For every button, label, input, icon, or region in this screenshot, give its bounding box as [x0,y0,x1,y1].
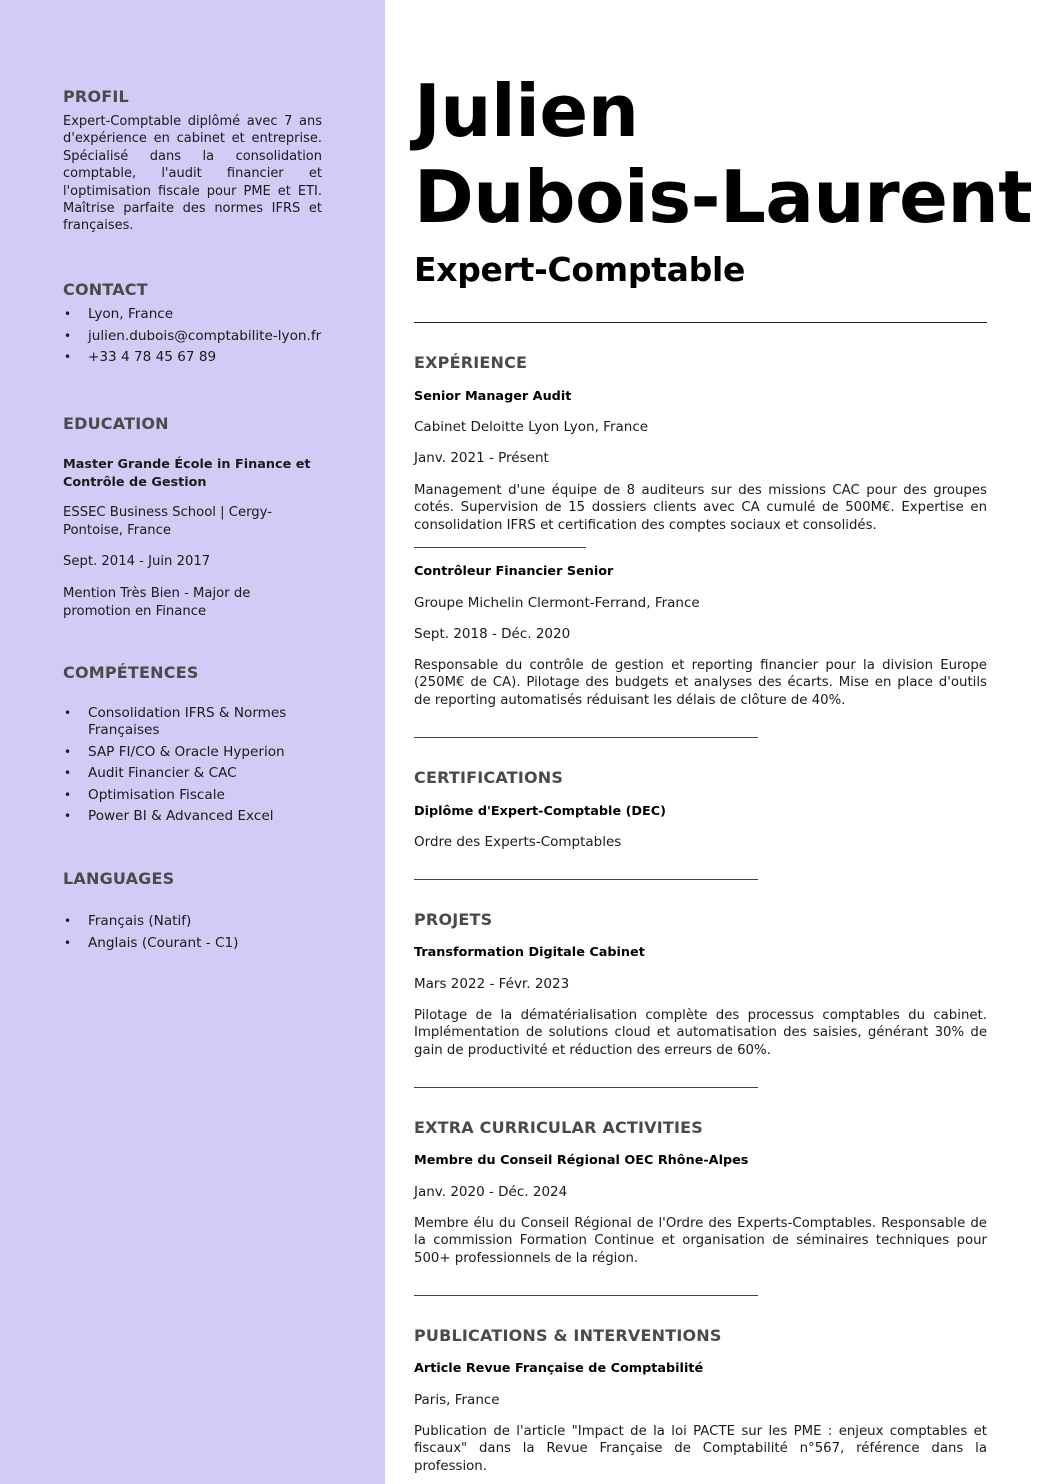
experience-1-title: Senior Manager Audit [414,389,572,404]
experience-1-description: Management d'une équipe de 8 auditeurs sur des missions CAC pour des groupes cotés. Supervision de 15 dossiers clients avec CA cumulé de 500M€. Expertise en consolidation IFRS et certification des comptes sociaux et consolidés. [414,483,987,533]
education-school: ESSEC Business School | Cergy-Pontoise, France [63,505,272,538]
extra-description: Membre élu du Conseil Régional de l'Ordre des Experts-Comptables. Responsable de la commission Formation Continue et organisation de séminaires techniques pour 500+ professionnels de la région. [414,1216,987,1266]
entry-divider [414,547,586,548]
name-line-2: Dubois-Laurent [414,155,1033,239]
section-divider [414,879,758,880]
profile-text: Expert-Comptable diplômé avec 7 ans d'expérience en cabinet et entreprise. Spécialisé dans la consolidation comptable, l'audit financier et l'optimisation fiscale pour PME et ETI. Maîtrise parfaite des normes IFRS et françaises. [63,114,322,234]
contact-email[interactable]: • julien.dubois@comptabilite-lyon.fr [63,328,321,345]
experience-2-title: Contrôleur Financier Senior [414,564,614,579]
sidebar [0,0,385,1484]
language-item: • Français (Natif) [63,913,238,930]
education-dates: Sept. 2014 - Juin 2017 [63,554,211,569]
contact-list [63,306,321,371]
education-heading: EDUCATION [63,414,169,433]
education-note: Mention Très Bien - Major de promotion en Finance [63,586,251,619]
certifications-heading: CERTIFICATIONS [414,768,564,787]
section-divider [414,1087,758,1088]
certification-issuer: Ordre des Experts-Comptables [414,834,622,850]
skill-item: • Audit Financier & CAC [63,765,353,782]
skill-item: • Consolidation IFRS & Normes Françaises [63,705,353,739]
publications-heading: PUBLICATIONS & INTERVENTIONS [414,1326,722,1345]
profile-heading: PROFIL [63,87,129,106]
header-divider [414,322,987,323]
education-degree: Master Grande École in Finance et Contrôle de Gestion [63,457,311,490]
main-content [385,0,1050,1484]
skills-heading: COMPÉTENCES [63,663,199,682]
project-title: Transformation Digitale Cabinet [414,945,645,960]
certification-title: Diplôme d'Expert-Comptable (DEC) [414,804,667,819]
publication-location: Paris, France [414,1392,500,1408]
contact-phone[interactable]: • +33 4 78 45 67 89 [63,349,321,366]
section-divider [414,737,758,738]
skill-item: • Optimisation Fiscale [63,787,353,804]
publication-title: Article Revue Française de Comptabilité [414,1361,704,1376]
experience-2-company: Groupe Michelin Clermont-Ferrand, France [414,595,700,611]
experience-1-dates: Janv. 2021 - Présent [414,450,549,466]
experience-1-company: Cabinet Deloitte Lyon Lyon, France [414,419,649,435]
project-dates: Mars 2022 - Févr. 2023 [414,976,570,992]
publication-description: Publication de l'article "Impact de la loi PACTE sur les PME : enjeux comptables et fiscaux" dans la Revue Française de Comptabilité n°567, référence dans la profession. [414,1424,987,1474]
contact-heading: CONTACT [63,280,148,299]
language-item: • Anglais (Courant - C1) [63,935,238,952]
experience-2-dates: Sept. 2018 - Déc. 2020 [414,626,571,642]
experience-heading: EXPÉRIENCE [414,353,528,372]
extra-heading: EXTRA CURRICULAR ACTIVITIES [414,1118,704,1137]
skill-item: • Power BI & Advanced Excel [63,808,353,825]
name-line-1: Julien [414,69,639,153]
extra-title: Membre du Conseil Régional OEC Rhône-Alpes [414,1153,749,1168]
project-description: Pilotage de la dématérialisation complète des processus comptables du cabinet. Implémentation de solutions cloud et automatisation des saisies, générant 30% de gain de productivité et réduction des erreurs de 60%. [414,1008,987,1058]
job-title: Expert-Comptable [414,250,746,289]
extra-dates: Janv. 2020 - Déc. 2024 [414,1184,568,1200]
skills-list [63,705,353,830]
section-divider [414,1295,758,1296]
contact-location: • Lyon, France [63,306,321,323]
skill-item: • SAP FI/CO & Oracle Hyperion [63,744,353,761]
experience-2-description: Responsable du contrôle de gestion et reporting financier pour la division Europe (250M€ de CA). Pilotage des budgets et analyses des écarts. Mise en place d'outils de reporting automatisés réduisant les délais de clôture de 40%. [414,658,987,708]
projects-heading: PROJETS [414,910,493,929]
person-name [414,68,1032,240]
languages-heading: LANGUAGES [63,869,175,888]
languages-list [63,913,238,956]
